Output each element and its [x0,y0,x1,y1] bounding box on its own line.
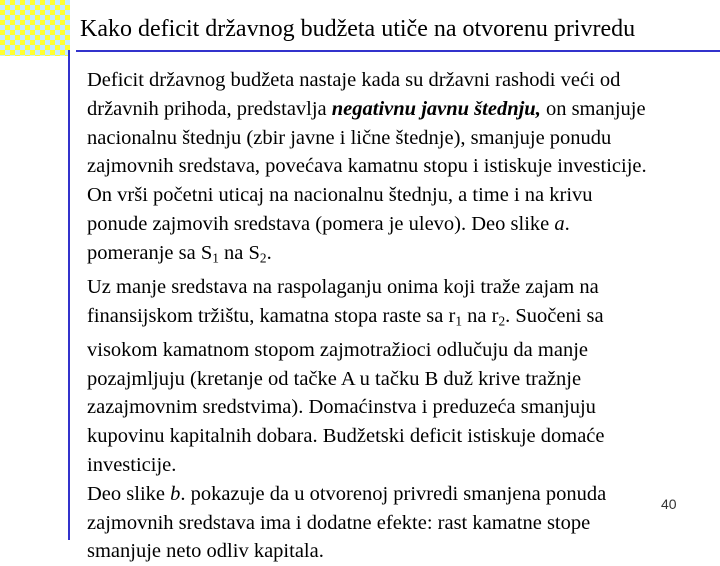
body-line [87,239,717,273]
text-run: zajmovnih sredstava, povećava kamatnu stopu i istiskuje investicije. [87,155,647,178]
figure-part-a-label: a [554,212,565,235]
text-run: državnih prihoda, predstavlja [87,97,332,120]
text-run: Uz manje sredstava na raspolaganju onima koji traže zajam na [87,275,599,298]
body-line [87,66,717,95]
body-line [87,537,717,566]
left-vertical-rule [68,50,70,540]
text-run: pomeranje sa S [87,241,213,264]
text-run: . [266,241,272,264]
subscript: 2 [498,313,506,329]
text-run: nacionalnu štednju (zbir javne i lične štednje), smanjuje ponudu [87,126,612,149]
subscript: 1 [455,313,462,329]
text-run: Deo slike [87,482,171,505]
text-run: na r [462,304,499,327]
body-line [87,451,717,480]
body-line [87,152,717,181]
body-line [87,422,717,451]
emphasis-negativna-javna-stednja: negativnu javnu štednju, [331,97,541,120]
body-line [87,393,717,422]
text-run: pozajmljuju (kretanje od tačke A u tačku B duž krive tražnje [87,367,582,390]
slide-number: 40 [661,496,677,512]
text-run: ponude zajmovih sredstava (pomera je ulevo). Deo slike [87,212,555,235]
subscript: 1 [212,250,219,266]
body-line [87,124,717,153]
text-run: finansijskom tržištu, kamatna stopa raste sa r [87,304,456,327]
figure-part-b-label: b [170,482,181,505]
text-run: Deficit državnog budžeta nastaje kada su državni rashodi veći od [87,69,621,91]
body-line [87,336,717,365]
corner-checker-decoration [0,0,70,56]
text-run: kupovinu kapitalnih dobara. Budžetski deficit istiskuje domaće [87,425,605,448]
body-line [87,509,717,538]
body-line [87,302,717,336]
text-run: On vrši početni uticaj na nacionalnu štednju, a time i na krivu [87,184,593,207]
text-run: . Suočeni sa [505,304,604,327]
body-line [87,273,717,302]
body-line [87,210,717,239]
body-line [87,365,717,394]
slide-body [87,66,717,566]
body-line [87,181,717,210]
slide-title: Kako deficit državnog budžeta utiče na otvorenu privredu [80,16,636,42]
text-run: zazajmovnim sredstvima). Domaćinstva i preduzeća smanjuju [87,396,596,419]
text-run: visokom kamatnom stopom zajmotražioci odlučuju da manje [87,338,588,361]
subscript: 2 [259,250,267,266]
title-underline-rule [76,50,720,52]
text-run: . [564,212,570,235]
body-line [87,95,717,124]
text-run: smanjuje neto odliv kapitala. [87,540,324,563]
text-run: investicije. [87,454,177,477]
text-run: zajmovnih sredstava ima i dodatne efekte: rast kamatne stope [87,511,591,534]
body-line [87,480,717,509]
text-run: na S [218,241,260,264]
text-run: . pokazuje da u otvorenoj privredi smanjena ponuda [180,482,607,505]
text-run: on smanjuje [540,97,646,120]
